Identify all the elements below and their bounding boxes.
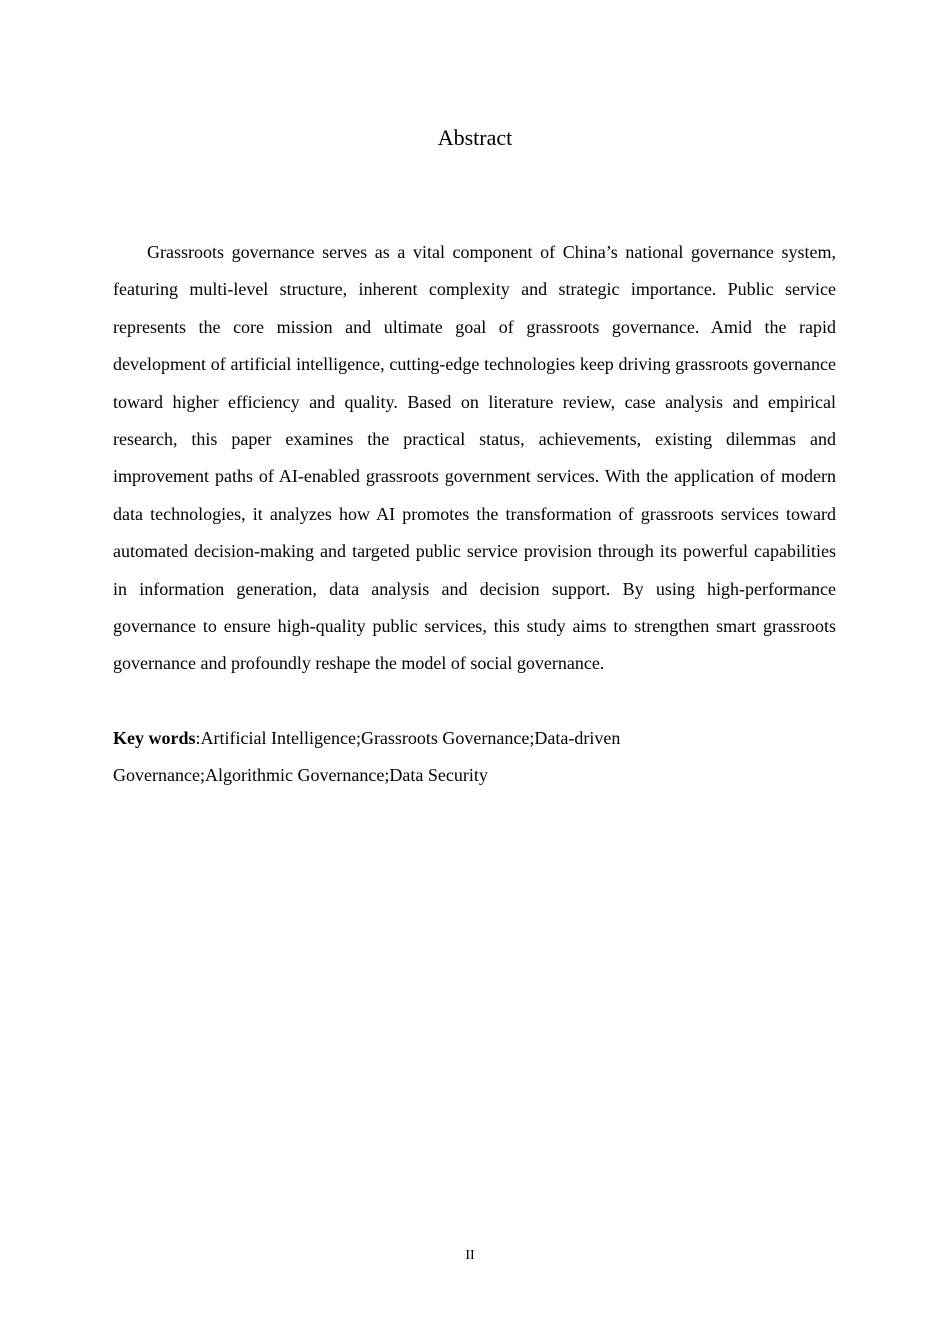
keywords-line	[113, 720, 673, 795]
keywords-label: Key words	[113, 728, 196, 748]
abstract-body: Grassroots governance serves as a vital component of China’s national governance system, featuring multi-level structure, inherent complexity and strategic importance. Public service represents the core mission and ultimate goal of grassroots governance. Amid the rapid development of artificial intelligence, cutting-edge technologies keep driving grassroots governance toward higher efficiency and quality. Based on literature review, case analysis and empirical research, this paper examines the practical status, achievements, existing dilemmas and improvement paths of AI-enabled grassroots government services. With the application of modern data technologies, it analyzes how AI promotes the transformation of grassroots services toward automated decision-making and targeted public service provision through its powerful capabilities in information generation, data analysis and decision support. By using high-performance governance to ensure high-quality public services, this study aims to strengthen smart grassroots governance and profoundly reshape the model of social governance.	[113, 242, 836, 674]
keywords-value: Artificial Intelligence;Grassroots Governance;Data-driven Governance;Algorithmic Governance;Data Security	[113, 728, 621, 786]
page-number: II	[465, 1248, 475, 1263]
keywords-separator: :	[195, 728, 201, 748]
abstract-title: Abstract	[437, 125, 513, 150]
